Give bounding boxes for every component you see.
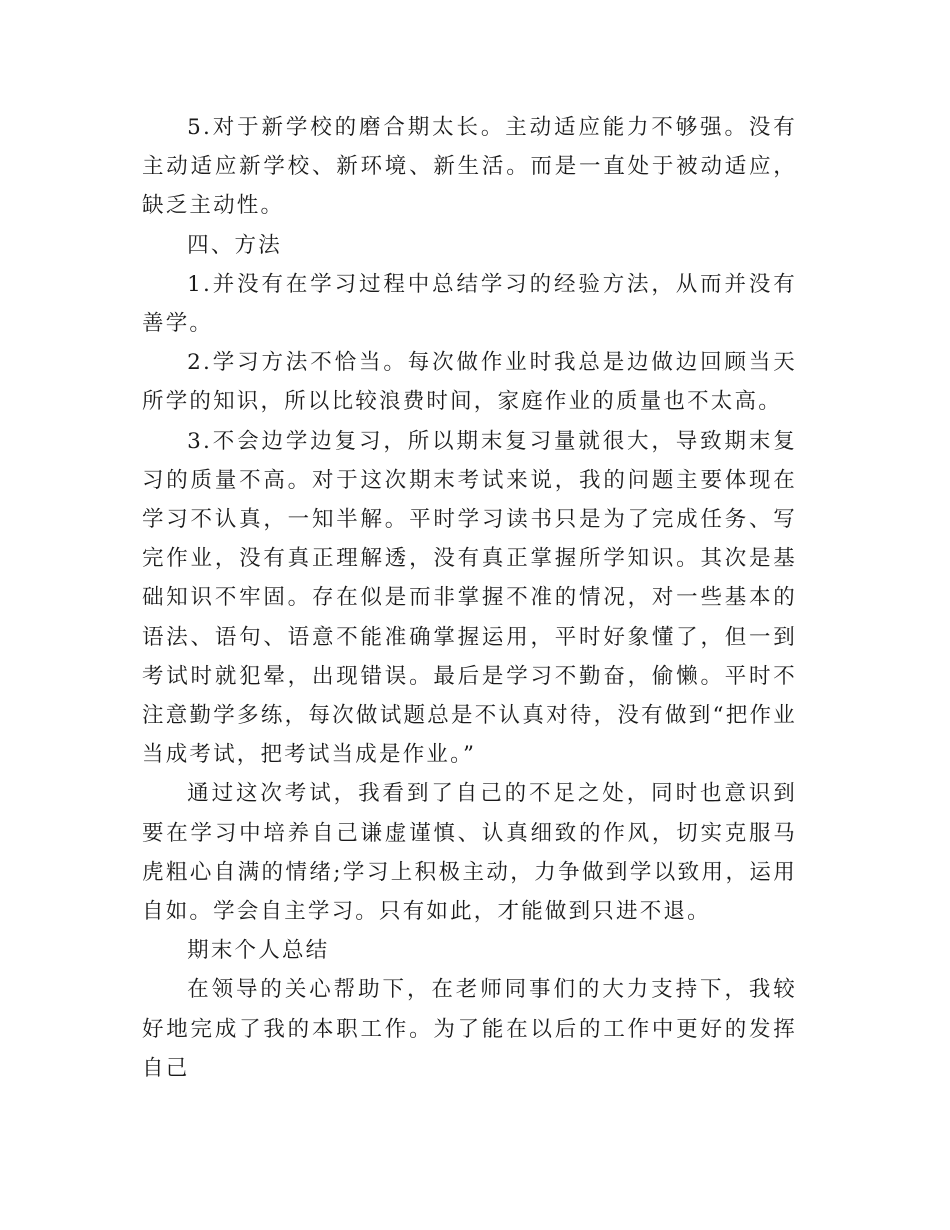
section-heading-methods: 四、方法	[187, 232, 282, 258]
paragraph-method-2: 2.学习方法不恰当。每次做作业时我总是边做边回顾当天所学的知识，所以比较浪费时间，家庭作业的质量也不太高。	[142, 350, 797, 415]
paragraph-conclusion: 通过这次考试，我看到了自己的不足之处，同时也意识到要在学习中培养自己谦虚谨慎、认真细致的作风，切实克服马虎粗心自满的情绪;学习上积极主动，力争做到学以致用，运用自如。学会自主学习。只有如此，才能做到只进不退。	[142, 781, 797, 925]
paragraph-summary-intro: 在领导的关心帮助下，在老师同事们的大力支持下，我较好地完成了我的本职工作。为了能在以后的工作中更好的发挥自己	[142, 977, 797, 1081]
paragraph-method-3: 3.不会边学边复习，所以期末复习量就很大，导致期末复习的质量不高。对于这次期末考试来说，我的问题主要体现在学习不认真，一知半解。平时学习读书只是为了完成任务、写完作业，没有真正理解透，没有真正掌握所学知识。其次是基础知识不牢固。存在似是而非掌握不准的情况，对一些基本的语法、语句、语意不能准确掌握运用，平时好象懂了，但一到考试时就犯晕，出现错误。最后是学习不勤奋，偷懒。平时不注意勤学多练，每次做试题总是不认真对待，没有做到“把作业当成考试，把考试当成是作业。”	[142, 428, 797, 768]
document-body	[142, 108, 797, 1088]
section-heading-summary: 期末个人总结	[187, 938, 330, 964]
paragraph-adaptation: 5.对于新学校的磨合期太长。主动适应能力不够强。没有主动适应新学校、新环境、新生活。而是一直处于被动适应，缺乏主动性。	[142, 115, 797, 219]
paragraph-method-1: 1.并没有在学习过程中总结学习的经验方法，从而并没有善学。	[142, 271, 797, 337]
